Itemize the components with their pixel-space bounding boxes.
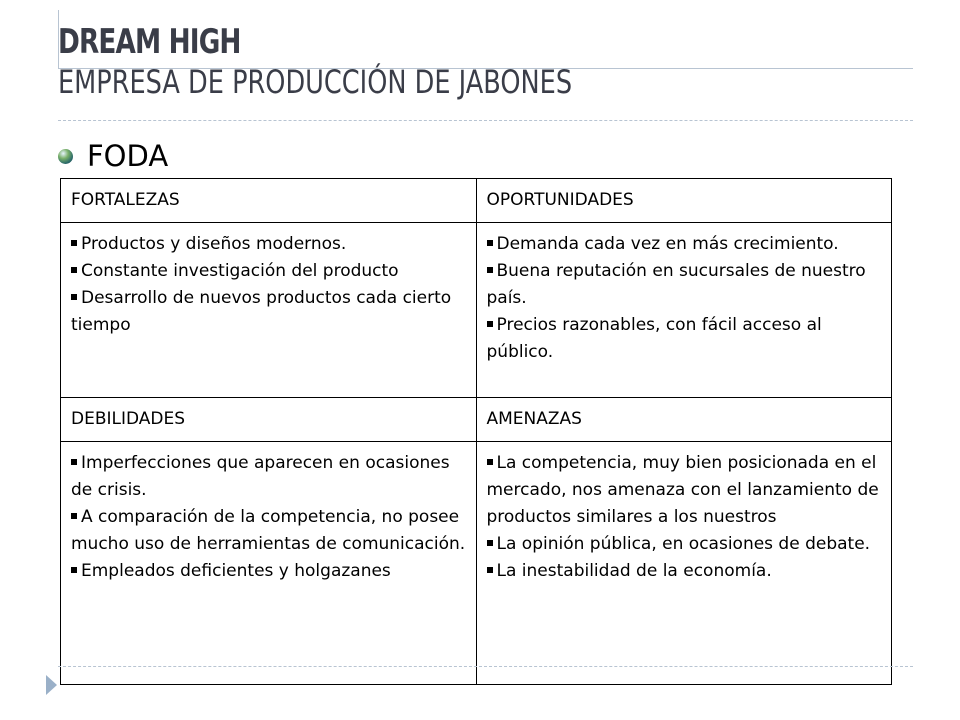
list-item (71, 258, 468, 285)
square-bullet-icon (487, 540, 493, 546)
title-underline (58, 68, 913, 69)
cell-oportunidades (476, 223, 892, 398)
square-bullet-icon (487, 267, 493, 273)
header-fortalezas: FORTALEZAS (61, 179, 477, 223)
list-item (71, 504, 468, 558)
table-row-bottom-content (61, 442, 892, 685)
item-text: Desarrollo de nuevos productos cada cierto tiempo (71, 288, 452, 335)
item-text: A comparación de la competencia, no posee mucho uso de herramientas de comunicación. (71, 507, 466, 554)
item-text: Demanda cada vez en más crecimiento. (496, 234, 839, 254)
square-bullet-icon (71, 294, 77, 300)
list-item (71, 231, 468, 258)
foda-table (60, 178, 892, 685)
cell-fortalezas (61, 223, 477, 398)
header-debilidades: DEBILIDADES (61, 398, 477, 442)
header-oportunidades: OPORTUNIDADES (476, 179, 892, 223)
square-bullet-icon (71, 567, 77, 573)
list-item (487, 258, 884, 312)
title-block (58, 22, 701, 102)
square-bullet-icon (71, 513, 77, 519)
item-text: La opinión pública, en ocasiones de debate. (496, 534, 871, 554)
globe-bullet-icon (58, 149, 73, 164)
table-header-row-bottom (61, 398, 892, 442)
square-bullet-icon (487, 321, 493, 327)
slide-title: DREAM HIGH (58, 22, 241, 62)
list-item (71, 285, 468, 339)
item-text: Empleados deficientes y holgazanes (81, 561, 391, 581)
table-row-top-content (61, 223, 892, 398)
slide-subtitle: EMPRESA DE PRODUCCIÓN DE JABONES (58, 63, 573, 101)
cell-debilidades (61, 442, 477, 685)
list-item (487, 312, 884, 366)
dotted-divider-bottom (58, 666, 913, 667)
header-amenazas: AMENAZAS (476, 398, 892, 442)
square-bullet-icon (71, 267, 77, 273)
list-item (71, 558, 468, 585)
item-text: La inestabilidad de la economía. (496, 561, 772, 581)
list-item (487, 450, 884, 531)
bullet-label: FODA (87, 139, 169, 173)
table-header-row-top (61, 179, 892, 223)
item-text: La competencia, muy bien posicionada en el mercado, nos amenaza con el lanzamiento de productos similares a los nuestros (486, 453, 879, 527)
dotted-divider-top (58, 120, 913, 121)
list-item (71, 450, 468, 504)
square-bullet-icon (487, 240, 493, 246)
square-bullet-icon (487, 459, 493, 465)
list-item (487, 531, 884, 558)
item-text: Constante investigación del producto (81, 261, 399, 281)
item-text: Productos y diseños modernos. (81, 234, 347, 254)
item-text: Imperfecciones que aparecen en ocasiones de crisis. (71, 453, 450, 500)
item-text: Precios razonables, con fácil acceso al público. (486, 315, 822, 362)
cell-amenazas (476, 442, 892, 685)
list-item (487, 558, 884, 585)
square-bullet-icon (71, 459, 77, 465)
bullet-row (58, 136, 168, 176)
corner-arrow-icon (44, 674, 58, 696)
list-item (487, 231, 884, 258)
item-text: Buena reputación en sucursales de nuestro país. (486, 261, 866, 308)
square-bullet-icon (487, 567, 493, 573)
square-bullet-icon (71, 240, 77, 246)
